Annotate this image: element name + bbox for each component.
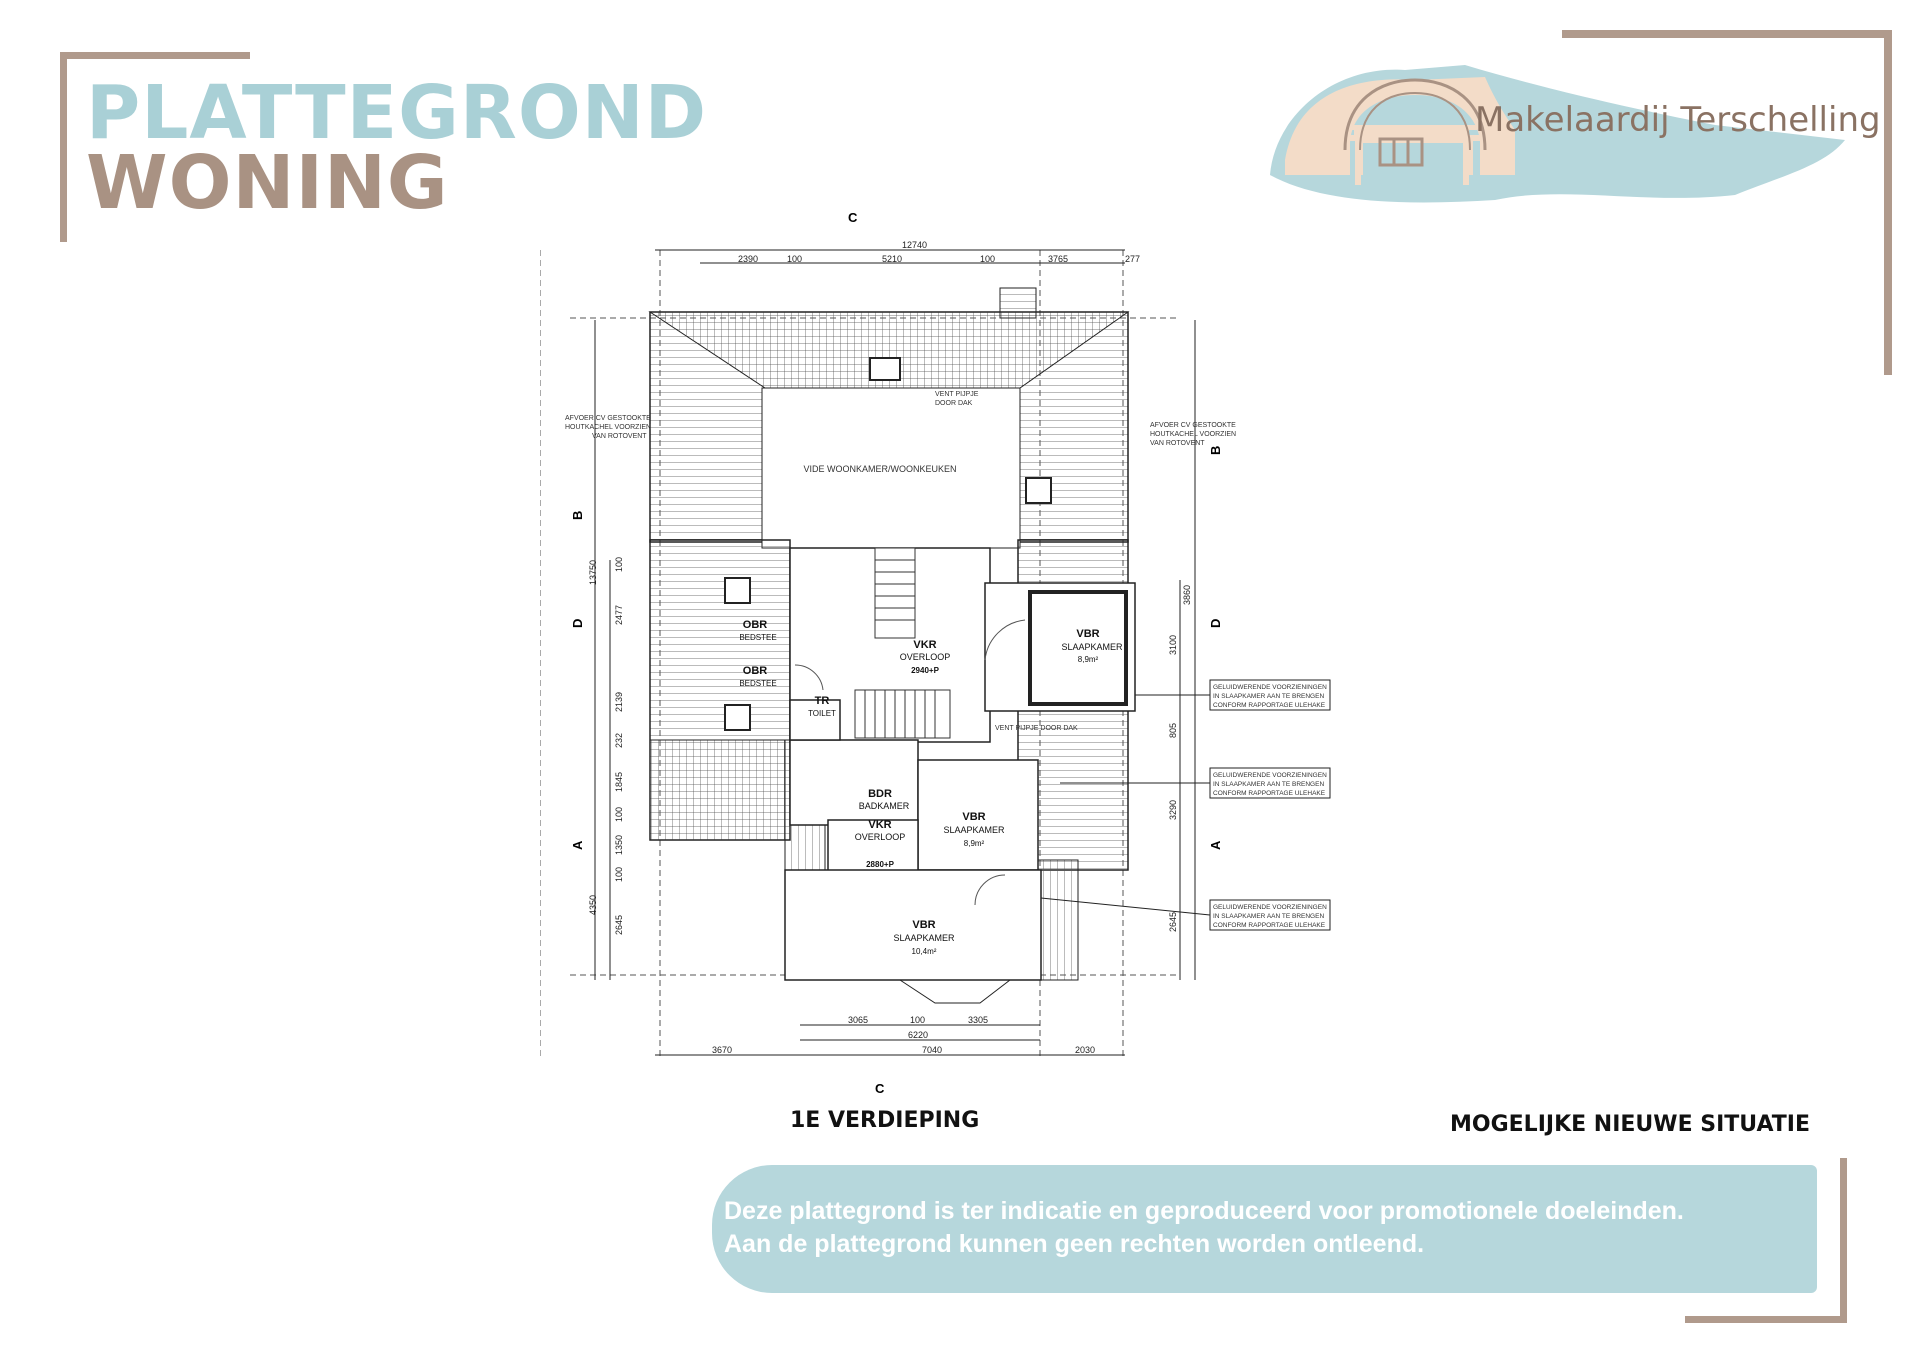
svg-text:OVERLOOP: OVERLOOP: [899, 652, 951, 662]
svg-text:SLAAPKAMER: SLAAPKAMER: [893, 933, 955, 943]
svg-text:4350: 4350: [588, 894, 598, 915]
svg-text:VBR: VBR: [912, 919, 936, 931]
svg-text:100: 100: [614, 556, 624, 572]
svg-text:A: A: [1208, 840, 1223, 850]
svg-text:B: B: [1208, 445, 1223, 455]
svg-text:2940+P: 2940+P: [911, 666, 939, 675]
disclaimer-text: [724, 1195, 1684, 1261]
svg-text:IN SLAAPKAMER AAN TE BRENGEN: IN SLAAPKAMER AAN TE BRENGEN: [1213, 781, 1325, 788]
svg-text:CONFORM RAPPORTAGE ULEHAKE: CONFORM RAPPORTAGE ULEHAKE: [1213, 922, 1326, 929]
svg-text:VBR: VBR: [1076, 628, 1100, 640]
floor-label: 1E VERDIEPING: [790, 1108, 980, 1133]
disclaimer-bracket-right: [1840, 1158, 1847, 1323]
svg-text:D: D: [1208, 618, 1223, 628]
disclaimer-line2: Aan de plattegrond kunnen geen rechten worden ontleend.: [724, 1230, 1425, 1258]
svg-text:TOILET: TOILET: [808, 709, 836, 718]
svg-text:VBR: VBR: [962, 811, 986, 823]
svg-text:2139: 2139: [614, 691, 624, 712]
svg-text:BEDSTEE: BEDSTEE: [739, 679, 777, 688]
svg-text:3860: 3860: [1182, 584, 1192, 605]
svg-text:2645: 2645: [614, 914, 624, 935]
svg-text:100: 100: [787, 254, 803, 264]
svg-text:3765: 3765: [1048, 254, 1069, 264]
svg-text:DOOR DAK: DOOR DAK: [935, 400, 973, 407]
svg-text:232: 232: [614, 732, 624, 748]
disclaimer-line1: Deze plattegrond is ter indicatie en geproduceerd voor promotionele doeleinden.: [724, 1197, 1684, 1225]
svg-text:100: 100: [614, 866, 624, 882]
svg-text:100: 100: [614, 806, 624, 822]
svg-text:2390: 2390: [738, 254, 759, 264]
svg-text:VKR: VKR: [913, 639, 937, 651]
svg-text:CONFORM RAPPORTAGE ULEHAKE: CONFORM RAPPORTAGE ULEHAKE: [1213, 790, 1326, 797]
logo-bracket-top: [1562, 30, 1892, 38]
floor-plan-drawing: [540, 205, 1370, 1105]
svg-text:1845: 1845: [614, 771, 624, 792]
svg-text:2880+P: 2880+P: [866, 860, 894, 869]
svg-text:7040: 7040: [922, 1045, 943, 1055]
svg-text:6220: 6220: [908, 1030, 929, 1040]
svg-text:10,4m²: 10,4m²: [911, 947, 937, 956]
svg-text:HOUTKACHEL VOORZIEN: HOUTKACHEL VOORZIEN: [565, 424, 652, 431]
svg-text:8,9m²: 8,9m²: [1077, 655, 1099, 664]
situation-label: MOGELIJKE NIEUWE SITUATIE: [1450, 1112, 1811, 1137]
svg-text:5210: 5210: [882, 254, 903, 264]
page-title-line1: PLATTEGROND: [86, 70, 708, 156]
svg-text:GELUIDWERENDE VOORZIENINGEN: GELUIDWERENDE VOORZIENINGEN: [1213, 904, 1327, 911]
svg-text:IN SLAAPKAMER AAN TE BRENGEN: IN SLAAPKAMER AAN TE BRENGEN: [1213, 913, 1325, 920]
svg-text:3065: 3065: [848, 1015, 869, 1025]
logo-bracket-right: [1884, 30, 1892, 375]
svg-text:OBR: OBR: [742, 665, 768, 677]
svg-text:100: 100: [910, 1015, 926, 1025]
svg-text:3305: 3305: [968, 1015, 989, 1025]
svg-text:VAN ROTOVENT: VAN ROTOVENT: [1150, 440, 1205, 447]
svg-text:100: 100: [980, 254, 996, 264]
svg-text:GELUIDWERENDE VOORZIENINGEN: GELUIDWERENDE VOORZIENINGEN: [1213, 772, 1327, 779]
svg-text:HOUTKACHEL VOORZIEN: HOUTKACHEL VOORZIEN: [1150, 431, 1237, 438]
svg-text:3290: 3290: [1168, 799, 1178, 820]
header-bracket-left: [60, 52, 67, 242]
svg-text:VAN ROTOVENT: VAN ROTOVENT: [592, 433, 647, 440]
svg-text:2645: 2645: [1168, 911, 1178, 932]
brand-name: Makelaardij Terschelling: [1475, 100, 1881, 140]
svg-text:3670: 3670: [712, 1045, 733, 1055]
svg-text:805: 805: [1168, 722, 1178, 738]
svg-text:VENT PIJPJE DOOR DAK: VENT PIJPJE DOOR DAK: [995, 725, 1078, 732]
svg-text:BDR: BDR: [868, 788, 892, 800]
svg-text:C: C: [848, 210, 858, 225]
svg-text:C: C: [875, 1081, 885, 1096]
svg-text:VENT PIJPJE: VENT PIJPJE: [935, 391, 979, 398]
svg-text:2030: 2030: [1075, 1045, 1096, 1055]
svg-text:TR: TR: [814, 695, 830, 707]
disclaimer-bracket-bottom: [1685, 1316, 1847, 1323]
bay-window: [900, 980, 1010, 1003]
svg-text:GELUIDWERENDE VOORZIENINGEN: GELUIDWERENDE VOORZIENINGEN: [1213, 684, 1327, 691]
svg-text:AFVOER CV GESTOOKTE: AFVOER CV GESTOOKTE: [565, 415, 651, 422]
svg-text:277: 277: [1125, 254, 1141, 264]
svg-text:OBR: OBR: [742, 619, 768, 631]
svg-text:AFVOER CV GESTOOKTE: AFVOER CV GESTOOKTE: [1150, 422, 1236, 429]
svg-text:OVERLOOP: OVERLOOP: [854, 832, 906, 842]
header-bracket-top: [60, 52, 250, 59]
svg-text:SLAAPKAMER: SLAAPKAMER: [1061, 642, 1123, 652]
svg-text:B: B: [570, 510, 585, 520]
svg-text:13750: 13750: [588, 559, 598, 585]
svg-text:8,9m²: 8,9m²: [963, 839, 985, 848]
svg-text:3100: 3100: [1168, 634, 1178, 655]
svg-text:VKR: VKR: [868, 819, 892, 831]
svg-text:SLAAPKAMER: SLAAPKAMER: [943, 825, 1005, 835]
svg-text:BEDSTEE: BEDSTEE: [739, 633, 777, 642]
svg-text:IN SLAAPKAMER AAN TE BRENGEN: IN SLAAPKAMER AAN TE BRENGEN: [1213, 693, 1325, 700]
svg-text:A: A: [570, 840, 585, 850]
svg-text:BADKAMER: BADKAMER: [858, 801, 910, 811]
svg-text:D: D: [570, 618, 585, 628]
svg-text:CONFORM RAPPORTAGE ULEHAKE: CONFORM RAPPORTAGE ULEHAKE: [1213, 702, 1326, 709]
svg-text:12740: 12740: [902, 240, 928, 250]
disclaimer-box: [712, 1165, 1817, 1293]
page-title-line2: WONING: [86, 140, 449, 226]
svg-text:1350: 1350: [614, 834, 624, 855]
svg-text:2477: 2477: [614, 604, 624, 625]
svg-text:VIDE WOONKAMER/WOONKEUKEN: VIDE WOONKAMER/WOONKEUKEN: [803, 464, 957, 474]
